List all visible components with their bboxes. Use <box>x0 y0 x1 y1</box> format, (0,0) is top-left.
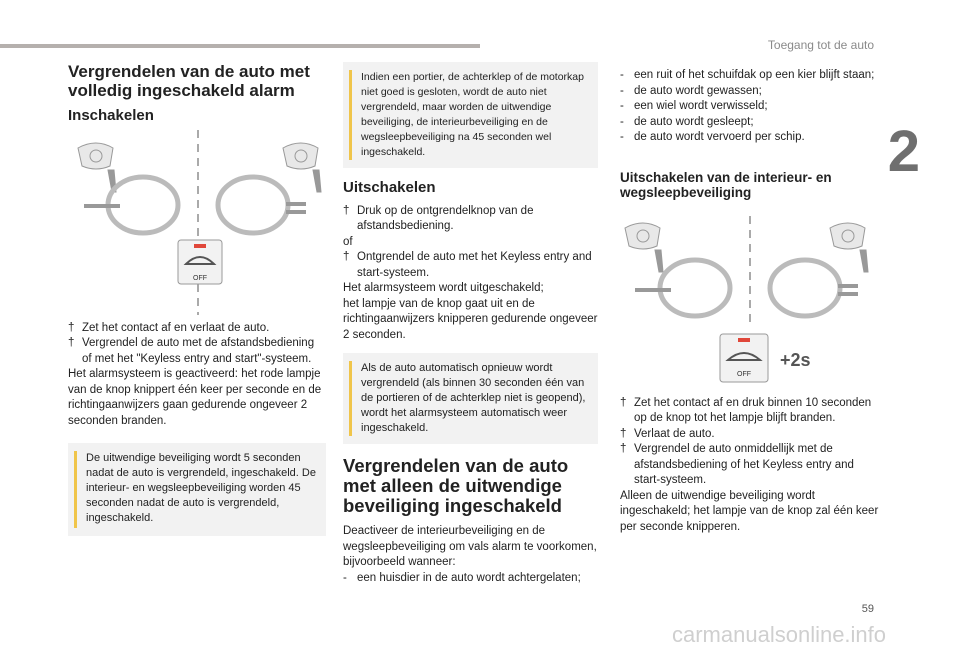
chapter-number: 2 <box>887 119 920 184</box>
paragraph: Alleen de uitwendige beveiliging wordt ingeschakeld; het lampje van de knop zal één keer per seconde knipperen. <box>620 489 879 533</box>
watermark: carmanualsonline.info <box>672 622 887 647</box>
paragraph: het lampje van de knop gaat uit en de richtingaanwijzers knipperen gedurende ongeveer 2 seconden. <box>343 297 598 341</box>
dash-item: - de auto wordt gesleept; <box>620 115 754 128</box>
dash-item: - de auto wordt gewassen; <box>620 84 762 97</box>
section-title: Toegang tot de auto <box>767 38 874 52</box>
or-text: of <box>343 235 353 248</box>
column-2 <box>343 62 598 586</box>
info-note: Indien een portier, de achterklep of de motorkap niet goed is gesloten, wordt de auto niet vergrendeld, maar worden de uitwendige beveiliging, de interieurbeveiliging en de wegsleepbeveiliging na 45 seconden wel ingeschakeld. <box>343 62 598 168</box>
dash-item: - een huisdier in de auto wordt achtergelaten; <box>343 571 581 584</box>
bullet-item: † Zet het contact af en druk binnen 10 seconden op de knop tot het lampje blijft branden. <box>620 396 872 424</box>
bullet-item: † Ontgrendel de auto met het Keyless entry and start-systeem. <box>343 251 592 279</box>
bullet-item: † Zet het contact af en verlaat de auto. <box>68 321 270 334</box>
bullet-item: † Vergrendel de auto met de afstandsbediening of met het "Keyless entry and start"-systeem. <box>68 337 315 365</box>
page-number: 59 <box>861 603 874 615</box>
section-heading: Uitschakelen van de interieur- en wegsleepbeveiliging <box>620 169 832 200</box>
alarm-illustration <box>68 130 326 315</box>
dash-item: - de auto wordt vervoerd per schip. <box>620 131 805 143</box>
dash-item: - een wiel wordt verwisseld; <box>620 100 768 112</box>
paragraph: Het alarmsysteem wordt uitgeschakeld; <box>343 282 544 294</box>
subheading-inschakelen: Inschakelen <box>68 107 154 124</box>
paragraph: Het alarmsysteem is geactiveerd: het rode lampje van de knop knippert één keer per seconde en de richtingaanwijzers gaan gedurende ongeveer 2 seconden branden. <box>68 368 322 427</box>
svg-text:OFF: OFF <box>737 370 751 378</box>
section-heading: Vergrendelen van de auto met alleen de uitwendige beveiliging ingeschakeld <box>343 455 569 516</box>
svg-text:OFF: OFF <box>193 274 207 282</box>
dash-item: - een ruit of het schuifdak op een kier blijft staan; <box>620 69 875 81</box>
paragraph: Deactiveer de interieurbeveiliging en de wegsleepbeveiliging om vals alarm te voorkomen, bijvoorbeeld wanneer: <box>343 525 597 568</box>
info-note: Als de auto automatisch opnieuw wordt vergrendeld (als binnen 30 seconden één van de portieren of de achterklep niet is geopend), wordt het alarmsysteem automatisch weer ingeschakeld. <box>343 353 598 444</box>
illustration-lock-arm <box>68 130 326 315</box>
section-heading: Vergrendelen van de auto met volledig ingeschakeld alarm <box>68 62 310 100</box>
svg-text:+2s: +2s <box>780 349 811 370</box>
header-bar <box>0 44 480 48</box>
key-fob-icon <box>78 143 116 192</box>
bullet-item: † Druk op de ontgrendelknop van de afstandsbediening. <box>343 204 534 232</box>
info-note: De uitwendige beveiliging wordt 5 seconden nadat de auto is vergrendeld, ingeschakeld. De interieur- en wegsleepbeveiliging worden 45 seconden nadat de auto is vergrendeld, ingeschakeld. <box>68 443 326 536</box>
illustration-disable <box>620 216 880 386</box>
subheading-uitschakelen: Uitschakelen <box>343 179 436 196</box>
disable-illustration <box>620 216 870 386</box>
bullet-item: † Vergrendel de auto onmiddellijk met de afstandsbediening of het Keyless entry and start-systeem. <box>620 443 854 486</box>
bullet-item: † Verlaat de auto. <box>620 427 715 440</box>
column-1 <box>68 62 326 536</box>
column-3 <box>620 68 880 535</box>
